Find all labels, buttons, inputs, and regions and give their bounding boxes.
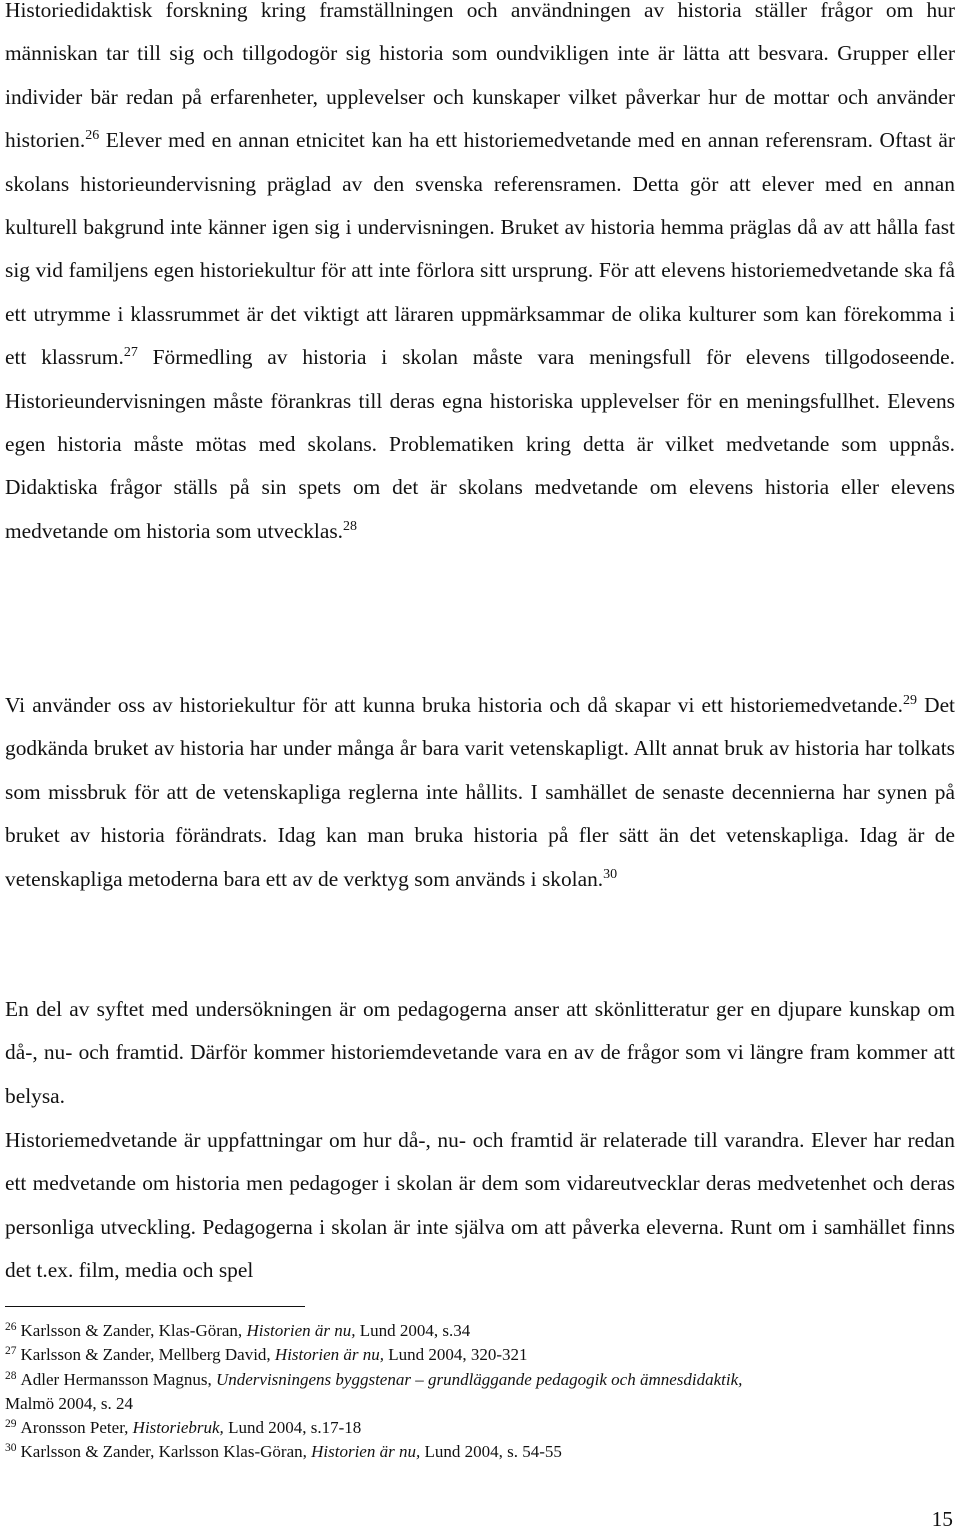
footnote-text: Karlsson & Zander, Karlsson Klas-Göran, bbox=[20, 1442, 312, 1462]
footnote bbox=[5, 1368, 955, 1417]
footnote-number: 26 bbox=[5, 1321, 17, 1333]
footnote-text: Lund 2004, s. 54-55 bbox=[420, 1442, 562, 1462]
footnote-continuation: Malmö 2004, s. 24 bbox=[5, 1393, 133, 1413]
paragraph-text: Elever med en annan etnicitet kan ha ett historiemedvetande med en annan referensram. Oftast är skolans historieundervisning präglad av den svenska referensramen. Detta gör att elever med en annan kulturell bakgrund inte känner igen sig i undervisningen. Bruket av historia hemma präglas då av att hålla fast sig vid familjens egen historiekultur för att inte förlora sitt ursprung. För att elevens historiemedvetande ska få ett utrymme i klassrummet är det viktigt att läraren uppmärksammar de olika kulturer som kan förekomma i ett klassrum. bbox=[5, 128, 955, 370]
footnote-reference: 26 bbox=[85, 128, 100, 144]
paragraph-text: Historiedidaktisk forskning kring framställningen och användningen av historia ställer frågor om hur människan tar till sig och tillgodogör sig historia som oundvikligen inte är lätta att besvara. Grupper eller individer bär redan på erfarenheter, upplevelser och kunskaper vilket påverkar hur de mottar och använder historien. bbox=[5, 0, 955, 153]
footnote-title: Historien är nu, bbox=[311, 1442, 421, 1462]
footnote-reference: 27 bbox=[123, 345, 138, 361]
body-paragraph bbox=[5, 684, 955, 901]
footnote-text: Aronsson Peter, bbox=[20, 1418, 133, 1438]
footnote-separator bbox=[5, 1306, 305, 1307]
footnote-text: Lund 2004, s.34 bbox=[355, 1321, 471, 1340]
footnote bbox=[5, 1319, 955, 1343]
footnote-text: Karlsson & Zander, Klas-Göran, bbox=[20, 1321, 247, 1340]
footnote-number: 27 bbox=[5, 1345, 17, 1358]
paragraph-text: Vi använder oss av historiekultur för att kunna bruka historia och då skapar vi ett historiemedvetande. bbox=[5, 693, 903, 717]
footnote-text: Karlsson & Zander, Mellberg David, bbox=[20, 1345, 275, 1365]
footnote-title: Historiebruk, bbox=[132, 1418, 224, 1438]
footnote bbox=[5, 1440, 955, 1464]
page-number: 15 bbox=[931, 1507, 953, 1531]
footnote bbox=[5, 1343, 955, 1367]
body-paragraph bbox=[5, 988, 955, 1118]
body-paragraph bbox=[5, 1119, 955, 1293]
paragraph-text: Det godkända bruket av historia har under många år bara varit vetenskapligt. Allt annat bruk av historia har tolkats som missbruk för att de vetenskapliga reglerna inte hållits. I samhället de senaste decennierna har synen på bruket av historia förändrats. Idag kan man bruka historia på fler sätt än det vetenskapliga. Idag är de vetenskapliga metoderna bara ett av de verktyg som används i skolan. bbox=[5, 693, 956, 891]
paragraph-text: Historiemedvetande är uppfattningar om hur då-, nu- och framtid är relaterade till varandra. Elever har redan ett medvetande om historia men pedagoger i skolan är dem som vidareutvecklar deras medvetenhet och deras personliga utveckling. Pedagogerna i skolan är inte själva om att påverka eleverna. Runt om i samhället finns det t.ex. film, media och spel bbox=[5, 1128, 955, 1283]
paragraph-text: Förmedling av historia i skolan måste vara meningsfull för elevens tillgodoseende. Historieundervisningen måste förankras till deras egna historiska upplevelser för en meningsfullhet. Elevens egen historia måste mötas med skolans. Problematiken kring detta är vilket medvetande som uppnås. Didaktiska frågor ställs på sin spets om det är skolans medvetande om elevens historia eller elevens medvetande om historia som utvecklas. bbox=[5, 345, 955, 543]
footnote-reference: 30 bbox=[603, 866, 618, 882]
footnote-number: 30 bbox=[5, 1442, 17, 1455]
footnote-title: Historien är nu, bbox=[246, 1321, 356, 1340]
paragraph-text: En del av syftet med undersökningen är om pedagogerna anser att skönlitteratur ger en djupare kunskap om då-, nu- och framtid. Därför kommer historiemdevetande vara en av de frågor som vi längre fram kommer att belysa. bbox=[5, 997, 955, 1108]
footnote-text: Lund 2004, s.17-18 bbox=[223, 1418, 362, 1438]
footnote bbox=[5, 1416, 955, 1440]
footnote-reference: 28 bbox=[343, 518, 358, 534]
footnote-text: Lund 2004, 320-321 bbox=[384, 1345, 528, 1365]
body-paragraph bbox=[5, 0, 955, 553]
footnote-number: 29 bbox=[5, 1418, 17, 1431]
footnote-title: Historien är nu, bbox=[274, 1345, 385, 1365]
footnote-number: 28 bbox=[5, 1369, 17, 1382]
footnote-title: Undervisningens byggstenar – grundläggande pedagogik och ämnesdidaktik, bbox=[215, 1369, 743, 1389]
footnote-text: Adler Hermansson Magnus, bbox=[20, 1369, 216, 1389]
footnotes bbox=[5, 1319, 955, 1465]
footnote-reference: 29 bbox=[902, 693, 917, 708]
